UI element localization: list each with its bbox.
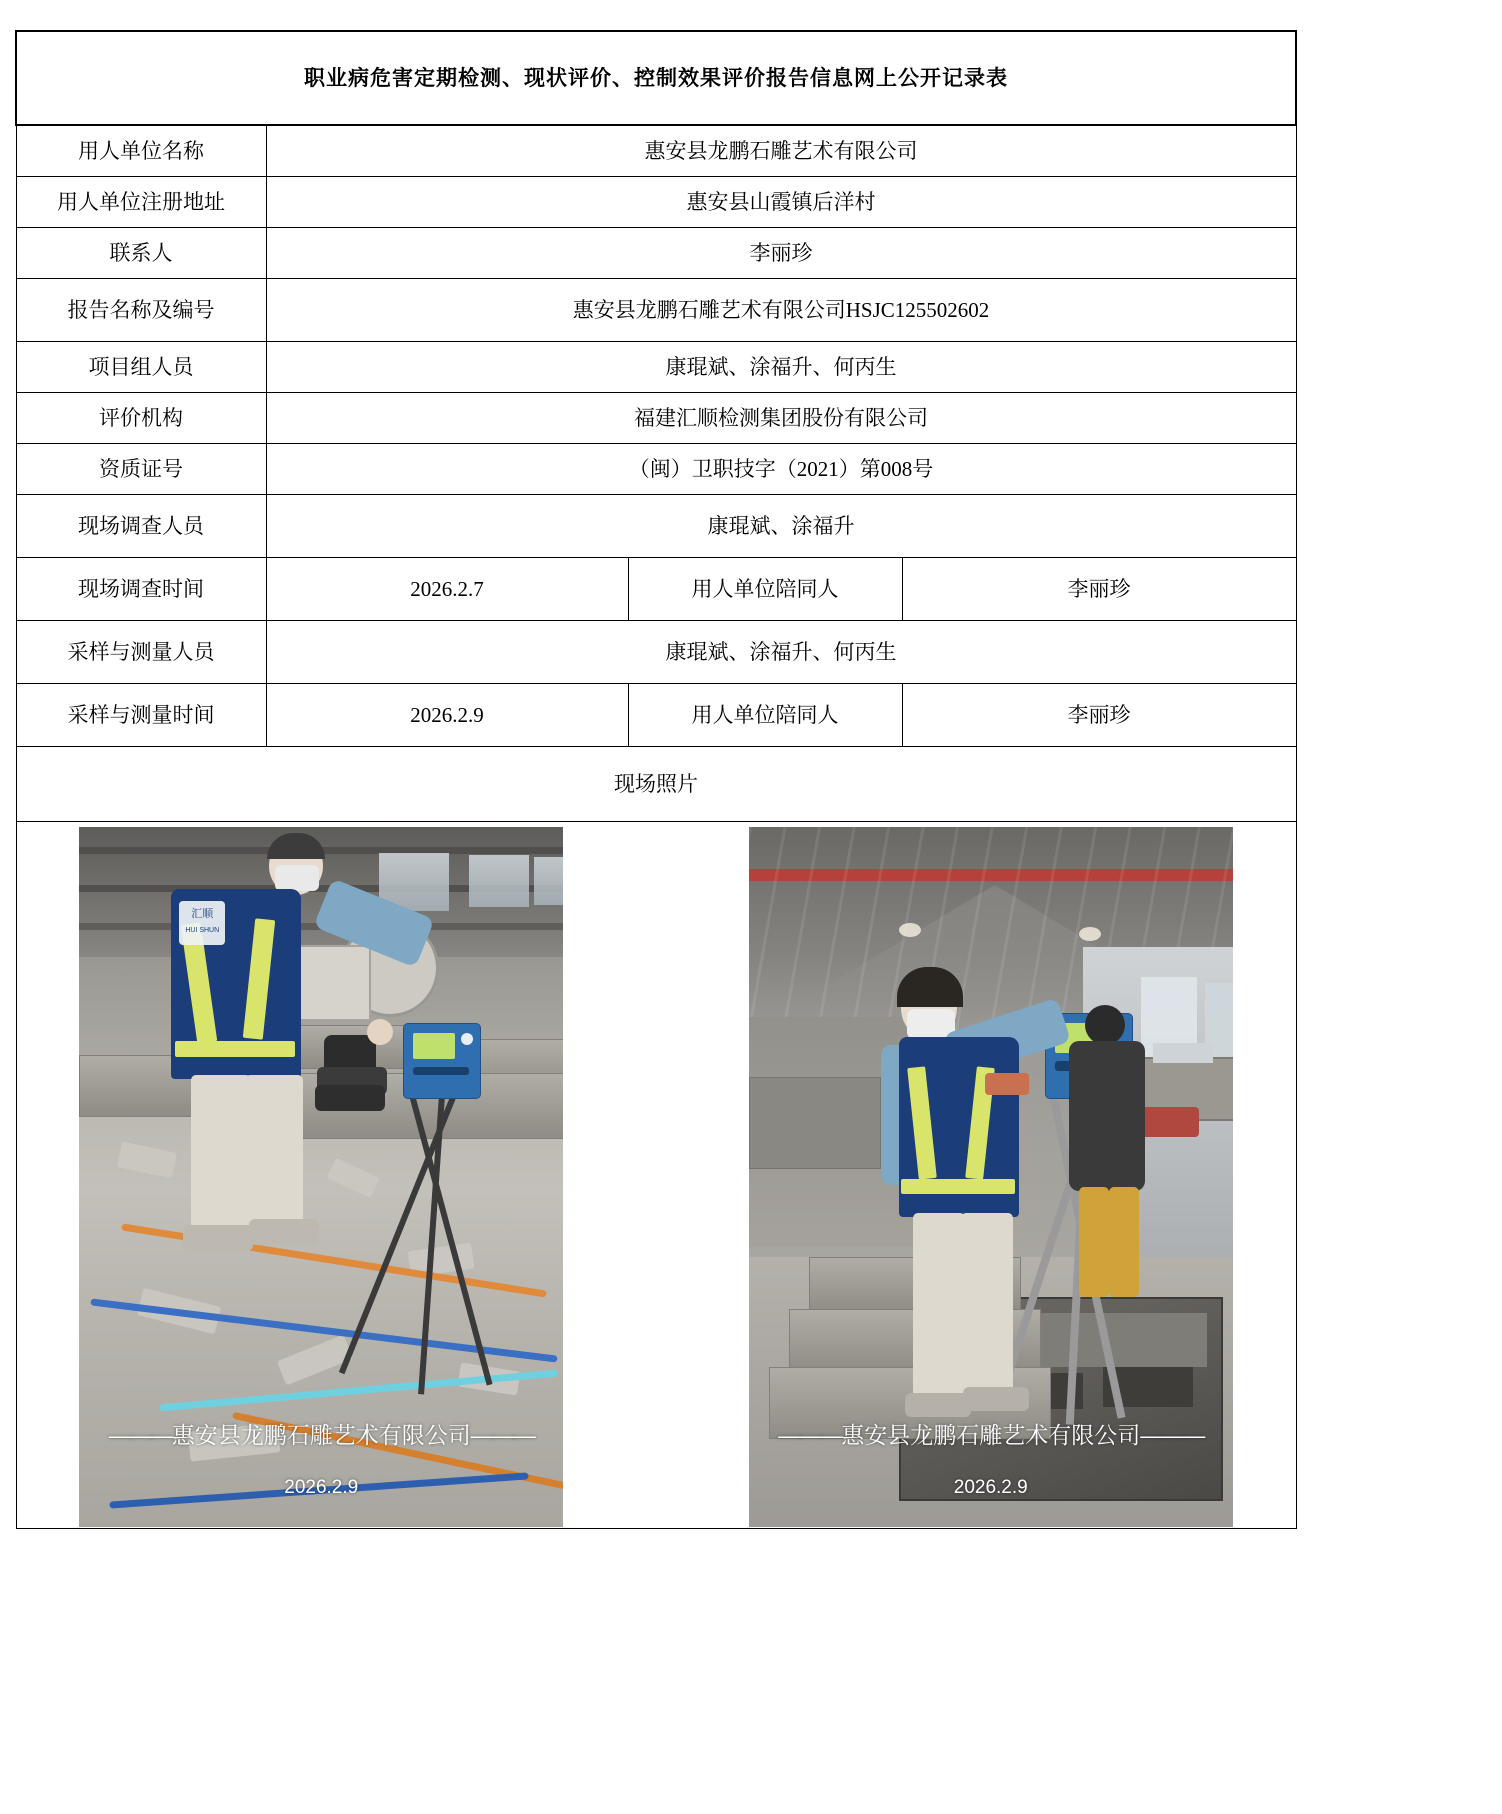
photo-date: 2026.2.9 — [953, 1477, 1028, 1499]
table-row — [16, 495, 1296, 558]
row-value-sampling-time: 2026.2.9 — [266, 684, 628, 747]
row-value-survey-escort: 李丽珍 — [902, 558, 1296, 621]
row-label-contact-person: 联系人 — [16, 228, 266, 279]
row-value-report-name-number: 惠安县龙鹏石雕艺术有限公司HSJC125502602 — [266, 279, 1296, 342]
page-title: 职业病危害定期检测、现状评价、控制效果评价报告信息网上公开记录表 — [16, 31, 1296, 125]
title-row — [16, 31, 1296, 125]
row-label-sampling-staff: 采样与测量人员 — [16, 621, 266, 684]
row-value-sampling-escort: 李丽珍 — [902, 684, 1296, 747]
vest-logo-subtext: HUI SHUN — [185, 927, 220, 934]
row-value-employer-name: 惠安县龙鹏石雕艺术有限公司 — [266, 125, 1296, 177]
table-row — [16, 342, 1296, 393]
row-label-report-name-number: 报告名称及编号 — [16, 279, 266, 342]
table-row — [16, 125, 1296, 177]
watermark-text: 惠安县龙鹏石雕艺术有限公司 — [171, 1421, 471, 1448]
watermark-prefix: ——— — [108, 1421, 172, 1448]
table-row — [16, 177, 1296, 228]
table-row — [16, 684, 1296, 747]
table-row — [16, 621, 1296, 684]
photos-header-row — [16, 747, 1296, 822]
row-value-site-survey-time: 2026.2.7 — [266, 558, 628, 621]
record-table — [15, 30, 1297, 1529]
row-label-employer-name: 用人单位名称 — [16, 125, 266, 177]
row-value-project-team: 康琨斌、涂福升、何丙生 — [266, 342, 1296, 393]
row-label-employer-address: 用人单位注册地址 — [16, 177, 266, 228]
row-value-contact-person: 李丽珍 — [266, 228, 1296, 279]
row-label-site-survey-staff: 现场调查人员 — [16, 495, 266, 558]
row-label-survey-escort: 用人单位陪同人 — [628, 558, 902, 621]
row-value-employer-address: 惠安县山霞镇后洋村 — [266, 177, 1296, 228]
photo-watermark — [79, 1420, 563, 1451]
photos-section-header: 现场照片 — [16, 747, 1296, 822]
row-label-sampling-escort: 用人单位陪同人 — [628, 684, 902, 747]
watermark-prefix: ——— — [778, 1421, 842, 1448]
site-photo-right — [749, 827, 1233, 1527]
table-row — [16, 393, 1296, 444]
table-row — [16, 558, 1296, 621]
row-value-sampling-staff: 康琨斌、涂福升、何丙生 — [266, 621, 1296, 684]
photos-row — [16, 822, 1296, 1529]
photos-container — [16, 822, 1296, 1529]
table-row — [16, 228, 1296, 279]
photo-watermark — [749, 1420, 1233, 1451]
table-row — [16, 444, 1296, 495]
row-label-qualification-number: 资质证号 — [16, 444, 266, 495]
table-row — [16, 279, 1296, 342]
row-label-assessment-agency: 评价机构 — [16, 393, 266, 444]
row-label-site-survey-time: 现场调查时间 — [16, 558, 266, 621]
watermark-text: 惠安县龙鹏石雕艺术有限公司 — [841, 1421, 1141, 1448]
row-label-project-team: 项目组人员 — [16, 342, 266, 393]
row-value-assessment-agency: 福建汇顺检测集团股份有限公司 — [266, 393, 1296, 444]
row-value-qualification-number: （闽）卫职技字（2021）第008号 — [266, 444, 1296, 495]
site-photo-left — [79, 827, 563, 1527]
watermark-suffix: ——— — [1140, 1421, 1204, 1448]
vest-logo-text: 汇顺 — [191, 908, 214, 920]
row-value-site-survey-staff: 康琨斌、涂福升 — [266, 495, 1296, 558]
row-label-sampling-time: 采样与测量时间 — [16, 684, 266, 747]
watermark-suffix: ——— — [470, 1421, 534, 1448]
photo-date: 2026.2.9 — [284, 1477, 359, 1499]
